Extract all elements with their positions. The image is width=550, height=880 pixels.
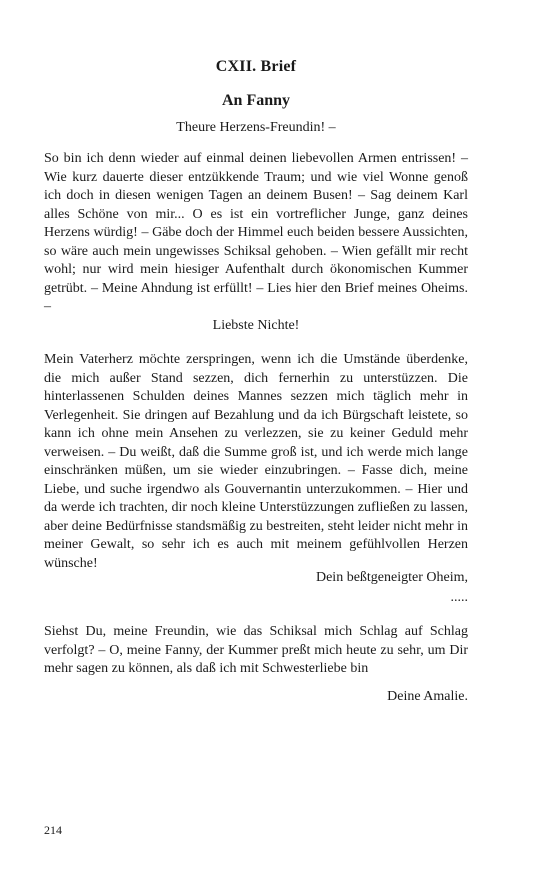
book-page (44, 0, 468, 880)
letter-closing-paragraph: Siehst Du, meine Freundin, wie das Schiksal mich Schlag auf Schlag verfolgt? – O, meine Fanny, der Kummer preßt mich heute zu sehr, um Dir mehr sagen zu können, als daß ich mit Schwesterliebe bin (44, 624, 468, 676)
inner-letter-closing: Dein beßtgeneigter Oheim, (315, 570, 468, 585)
chapter-title: CXII. Brief (215, 58, 297, 75)
page-number: 214 (44, 823, 62, 837)
inner-letter-signature-placeholder: ..... (450, 590, 468, 605)
inner-letter-paragraph: Mein Vaterherz möchte zerspringen, wenn ich die Umstände überdenke, die mich außer Stand sezzen, dich fernerhin zu unterstüzzen. Die hinterlassenen Schulden deines Mannes sezzen mich täglich mehr in Verlegenheit. Sie dringen auf Bezahlung und da ich Bürgschaft leistete, so kann ich ohne mein Ansehen zu verlezzen, sie zu keiner Geduld mehr verweisen. – Du weißt, daß die Summe groß ist, und ich werde mich lange einschränken müßen, um sie wieder einzubringen. – Fasse dich, meine Liebe, und suche irgendwo als Gouvernantin unterzukommen. – Hier und da werde ich trachten, dir noch kleine Unterstüzzungen zufließen zu lassen, aber deine Bedürfnisse standsmäßig zu bestreiten, steht leider nicht mehr in meiner Gewalt, so sehr ich es auch mit meinem gefühlvollen Herzen wünsche! (44, 352, 468, 571)
letter-salutation: Theure Herzens-Freundin! – (176, 120, 336, 135)
letter-paragraph: So bin ich denn wieder auf einmal deinen liebevollen Armen entrissen! – Wie kurz dauerte dieser entzükkende Traum; und wie viel Wonne genoß ich doch in diesen wenigen Tagen an deinem Busen! – Sag deinem Karl alles Schöne von mir... O es ist ein vortreflicher Junge, ganz deines Herzens würdig! – Gäbe doch der Himmel euch beiden bessere Aussichten, so wäre auch mein ungewisses Schiksal gehoben. – Wien gefällt mir recht wohl; nur wird mein hiesiger Aufenthalt durch ökonomischen Kummer getrübt. – Meine Ahndung ist erfüllt! – Lies hier den Brief meines Oheims. – (44, 151, 468, 314)
letter-recipient: An Fanny (221, 92, 291, 109)
letter-signature: Deine Amalie. (387, 689, 468, 704)
inner-letter-salutation: Liebste Nichte! (212, 318, 300, 333)
